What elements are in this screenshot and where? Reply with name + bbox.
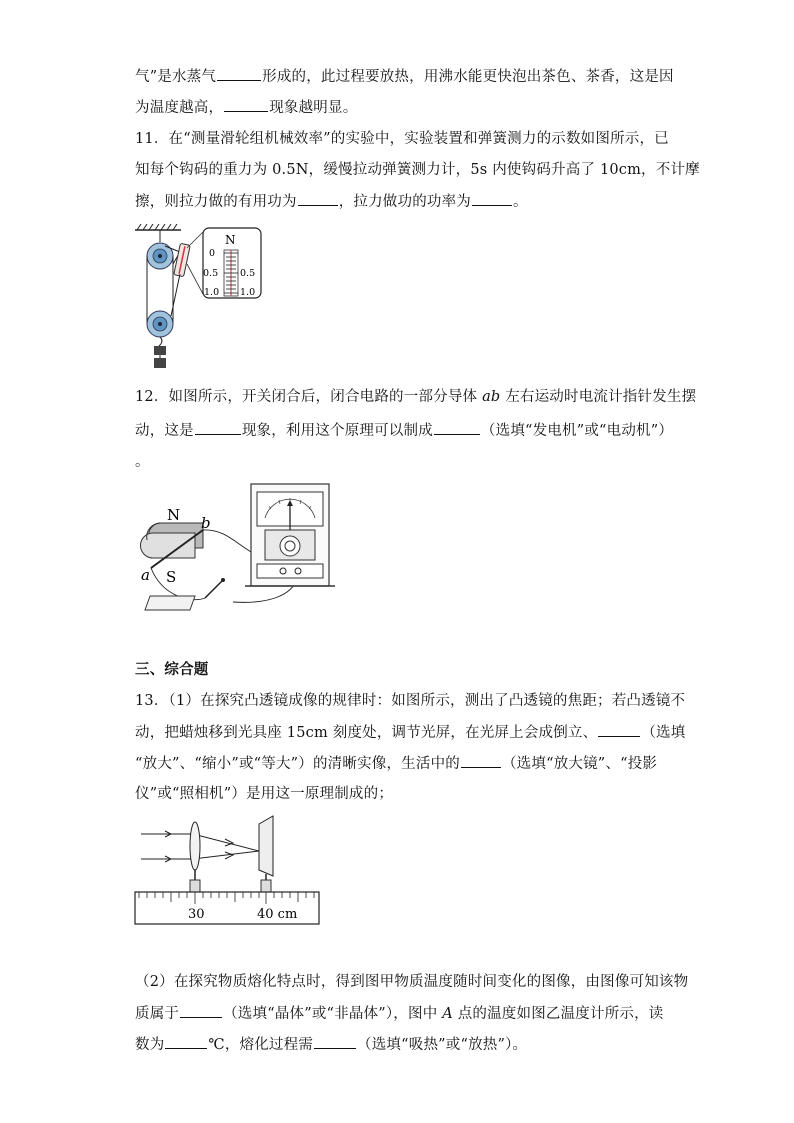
- bench-tick-label: 40 cm: [257, 907, 298, 922]
- q11-text: 擦，则拉力做的有用功为: [135, 194, 297, 210]
- q13-text: 质属于: [135, 1006, 180, 1022]
- q13-line-1: [135, 691, 685, 711]
- q12-text: 12．如图所示，开关闭合后，闭合电路的一部分导体: [135, 389, 483, 405]
- scale-tick-left: 0: [209, 248, 216, 259]
- q13-text: 数为: [135, 1037, 165, 1053]
- q13-text: （选填“晶体”或“非晶体”），图中: [223, 1006, 443, 1022]
- q11-text: 知每个钩码的重力为 0.5N，缓慢拉动弹簧测力计，5s 内使钩码升高了 10cm，不计摩: [135, 162, 700, 178]
- q10-line-2: [135, 97, 357, 118]
- q13-text: 仪”或“照相机”）是用这一原理制成的；: [135, 786, 394, 802]
- q11-text: 11．在“测量滑轮组机械效率”的实验中，实验装置和弹簧测力的示数如图所示，已: [135, 131, 669, 147]
- answer-blank[interactable]: [298, 191, 338, 206]
- q12-text: 现象，利用这个原理可以制成: [241, 423, 433, 439]
- q12-text: 。: [135, 454, 150, 470]
- answer-blank[interactable]: [217, 66, 261, 81]
- magnet-s-label: S: [166, 568, 177, 586]
- scale-unit: N: [225, 233, 236, 247]
- q13-text: （选填“吸热”或“放热”）。: [357, 1037, 528, 1053]
- switch: [145, 596, 195, 610]
- pulley-figure: [135, 224, 265, 372]
- scale-tick-left: 1.0: [204, 287, 220, 298]
- magnet-n-label: N: [167, 506, 181, 524]
- answer-blank[interactable]: [314, 1034, 356, 1049]
- q12-line-3: [135, 452, 150, 472]
- q13-text: 13．（1）在探究凸透镜成像的规律时：如图所示，测出了凸透镜的焦距；若凸透镜不: [135, 693, 686, 709]
- q13-variable: A: [442, 1006, 453, 1022]
- label-a: a: [141, 566, 150, 584]
- q13-text: 动，把蜡烛移到光具座 15cm 刻度处，调节光屏，在光屏上会成倒立、: [135, 725, 598, 741]
- scale-tick-right: 1.0: [240, 287, 256, 298]
- q11-line-3: [135, 191, 528, 212]
- q13-line-3: [135, 753, 657, 774]
- answer-blank[interactable]: [598, 722, 640, 737]
- answer-blank[interactable]: [195, 420, 241, 435]
- answer-blank[interactable]: [224, 97, 268, 112]
- convex-lens: [190, 822, 200, 870]
- q13-line-2: [135, 722, 685, 743]
- answer-blank[interactable]: [461, 753, 501, 768]
- q10-text: 形成的，此过程要放热，用沸水能更快泡出茶色、茶香，这是因: [262, 69, 674, 85]
- q13-text: （2）在探究物质熔化特点时，得到图甲物质温度随时间变化的图像，由图像可知该物: [135, 974, 689, 990]
- q12-text: 动，这是: [135, 423, 194, 439]
- q12-text: 左右运动时电流计指针发生摆: [500, 389, 697, 405]
- induction-figure: [133, 478, 338, 626]
- q13-part2-line-3: [135, 1034, 527, 1055]
- q12-line-2: [135, 420, 673, 441]
- q12-line-1: [135, 387, 696, 407]
- section-heading: 三、综合题: [135, 662, 209, 678]
- hook-weight: [154, 358, 166, 368]
- q10-line-1: [135, 66, 674, 87]
- bench-tick-label: 30: [188, 907, 205, 922]
- q12-text: （选填“发电机”或“电动机”）: [480, 423, 674, 439]
- q13-text: （选填: [641, 725, 686, 741]
- q13-text: “放大”、“缩小”或“等大”）的清晰实像，生活中的: [135, 756, 460, 772]
- hook-weight: [154, 346, 166, 355]
- answer-blank[interactable]: [180, 1003, 222, 1018]
- answer-blank[interactable]: [165, 1034, 207, 1049]
- q13-part2-line-1: [135, 972, 688, 992]
- q13-text: ℃，熔化过程需: [208, 1037, 314, 1053]
- q12-variable: ab: [482, 389, 501, 405]
- q13-text: （选填“放大镜”、“投影: [501, 756, 658, 772]
- label-b: b: [201, 514, 211, 532]
- q11-line-2: [135, 160, 700, 180]
- q10-text: 现象越明显。: [269, 100, 358, 116]
- scale-tick-left: 0.5: [203, 268, 219, 279]
- scale-tick-right: 0.5: [240, 268, 256, 279]
- q13-text: 点的温度如图乙温度计所示，读: [452, 1006, 664, 1022]
- q10-text: 为温度越高，: [135, 100, 224, 116]
- answer-blank[interactable]: [434, 420, 480, 435]
- answer-blank[interactable]: [472, 191, 512, 206]
- q11-line-1: [135, 129, 669, 149]
- q11-text: 。: [513, 194, 528, 210]
- q13-line-4: [135, 784, 393, 804]
- q11-text: ，拉力做功的功率为: [338, 194, 472, 210]
- q10-text: 气”是水蒸气: [135, 69, 217, 85]
- light-screen: [259, 816, 273, 876]
- q13-part2-line-2: [135, 1003, 664, 1024]
- lens-figure: [133, 814, 325, 932]
